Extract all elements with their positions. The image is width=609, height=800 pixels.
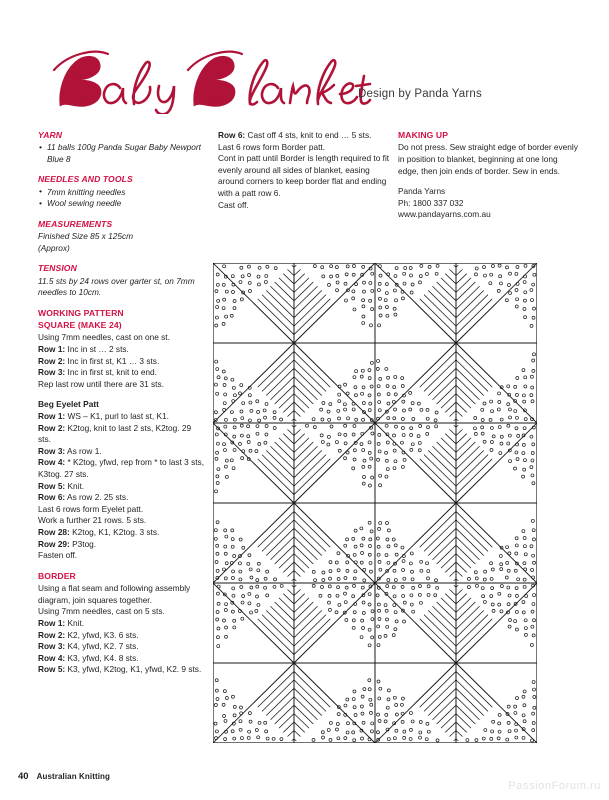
working-pattern-outro: Rep last row until there are 31 sts.: [38, 378, 164, 389]
heading-tension: TENSION: [38, 263, 77, 274]
eyelet-finish: Fasten off.: [38, 550, 78, 561]
list-item: • Wool sewing needle: [47, 198, 206, 210]
row-label: Row 3:: [38, 445, 66, 456]
row-label: Row 28:: [38, 526, 70, 537]
page-title: [42, 48, 372, 114]
row-text: Knit.: [65, 617, 85, 628]
list-item: • 7mm knitting needles: [47, 187, 206, 199]
contact-phone: Ph: 1800 337 032: [398, 197, 464, 208]
pattern-row: [38, 423, 206, 446]
row-text: K3, yfwd, K2tog, K1, yfwd, K2. 9 sts.: [65, 664, 202, 675]
byline: Design by Panda Yarns: [358, 88, 482, 100]
measurements-line-1: Finished Size 85 x 125cm: [38, 231, 134, 242]
row-label: Row 5:: [38, 480, 66, 491]
pattern-row: [38, 446, 206, 458]
row-label: Row 4:: [38, 457, 66, 468]
row-label: Row 6:: [218, 130, 246, 140]
row-text: Cast off 4 sts, knit to end … 5 sts.: [245, 130, 372, 140]
pattern-row: [38, 367, 206, 379]
row-label: Row 29:: [38, 538, 70, 549]
row-text: K4, yfwd, K2. 7 sts.: [65, 641, 139, 652]
row-text: K3, yfwd, K4. 8 sts.: [65, 652, 139, 663]
row-label: Row 5:: [38, 664, 66, 675]
row-label: Row 2:: [38, 629, 66, 640]
pattern-row: [218, 130, 390, 142]
row-text: As row 2. 25 sts.: [65, 492, 129, 503]
column-right: [398, 130, 578, 221]
pattern-row: [38, 457, 206, 480]
column-middle: [218, 130, 390, 211]
heading-square-make-24: SQUARE (MAKE 24): [38, 320, 122, 331]
row-text: Inc in first st, K1 … 3 sts.: [65, 355, 160, 366]
pattern-row: [38, 411, 206, 423]
border-note-1: Last 6 rows form Border patt.: [218, 141, 325, 152]
row-text: As row 1.: [65, 445, 102, 456]
yarn-list: [38, 142, 206, 165]
border-intro-2: Using 7mm needles, cast on 5 sts.: [38, 606, 165, 617]
border-note-3: Cast off.: [218, 199, 249, 210]
row-text: Knit.: [65, 480, 85, 491]
row-label: Row 1:: [38, 617, 66, 628]
row-label: Row 2:: [38, 355, 66, 366]
masthead: [0, 0, 609, 120]
watermark: PassionForum.ru: [508, 780, 601, 792]
contact-website[interactable]: www.pandayarns.com.au: [398, 209, 491, 220]
pattern-row: [38, 356, 206, 368]
publication-name: Australian Knitting: [36, 772, 111, 781]
page-footer: [18, 771, 110, 782]
row-label: Row 1:: [38, 411, 66, 421]
subheading-beg-eyelet-patt: Beg Eyelet Patt: [38, 399, 99, 410]
heading-working-pattern: WORKING PATTERN: [38, 307, 124, 318]
row-label: Row 3:: [38, 367, 66, 378]
row-text: Inc in first st, knit to end.: [65, 367, 157, 378]
pattern-row: [38, 618, 206, 630]
list-item: • 11 balls 100g Panda Sugar Baby Newport Blue 8: [47, 142, 206, 165]
pattern-row: [38, 664, 206, 676]
border-intro-1: Using a flat seam and following assembly diagram, join squares together.: [38, 583, 191, 605]
pattern-row: [38, 539, 206, 551]
heading-needles-and-tools: NEEDLES AND TOOLS: [38, 174, 133, 185]
pattern-row: [38, 492, 206, 504]
row-label: Row 1:: [38, 344, 66, 355]
heading-measurements: MEASUREMENTS: [38, 218, 113, 229]
row-text: * K2tog, yfwd, rep from * to last 3 sts, K3tog. 27 sts.: [38, 457, 205, 479]
row-label: Row 4:: [38, 652, 66, 663]
contact-company: Panda Yarns: [398, 186, 446, 197]
pattern-row: [38, 527, 206, 539]
heading-yarn: YARN: [38, 130, 63, 140]
eyelet-note-2: Work a further 21 rows. 5 sts.: [38, 515, 147, 526]
row-label: Row 2:: [38, 422, 66, 433]
row-text: K2tog, K1, K2tog. 3 sts.: [69, 526, 160, 537]
needles-list: [38, 187, 206, 210]
heading-making-up: MAKING UP: [398, 130, 449, 140]
pattern-row: [38, 641, 206, 653]
pattern-row: [38, 344, 206, 356]
making-up-text: Do not press. Sew straight edge of border evenly in position to blanket, beginning at one long edge, then join ends of border. Sew in ends.: [398, 142, 578, 176]
page-number: 40: [18, 771, 29, 782]
pattern-row: [38, 481, 206, 493]
eyelet-note-1: Last 6 rows form Eyelet patt.: [38, 503, 144, 514]
row-text: Inc in st … 2 sts.: [65, 344, 129, 355]
row-text: K2tog, knit to last 2 sts, K2tog. 29 sts.: [38, 422, 192, 445]
row-text: WS – K1, purl to last st, K1.: [65, 411, 169, 421]
measurements-line-2: (Approx): [38, 242, 70, 253]
tension-text: 11.5 sts by 24 rows over garter st, on 7mm needles to 10cm.: [38, 275, 195, 298]
assembly-diagram: [213, 263, 538, 746]
column-left: [38, 130, 206, 676]
pattern-row: [38, 653, 206, 665]
working-pattern-intro: Using 7mm needles, cast on one st.: [38, 332, 170, 343]
border-note-2: Cont in patt until Border is length required to fit evenly around all sides of blanket, easing around corners to keep border flat and ending with a patt row 6.: [218, 153, 390, 198]
row-label: Row 6:: [38, 492, 66, 503]
row-text: K2, yfwd, K3. 6 sts.: [65, 629, 139, 640]
heading-border: BORDER: [38, 570, 76, 581]
row-text: P3tog.: [69, 538, 97, 549]
pattern-row: [38, 630, 206, 642]
row-label: Row 3:: [38, 641, 66, 652]
